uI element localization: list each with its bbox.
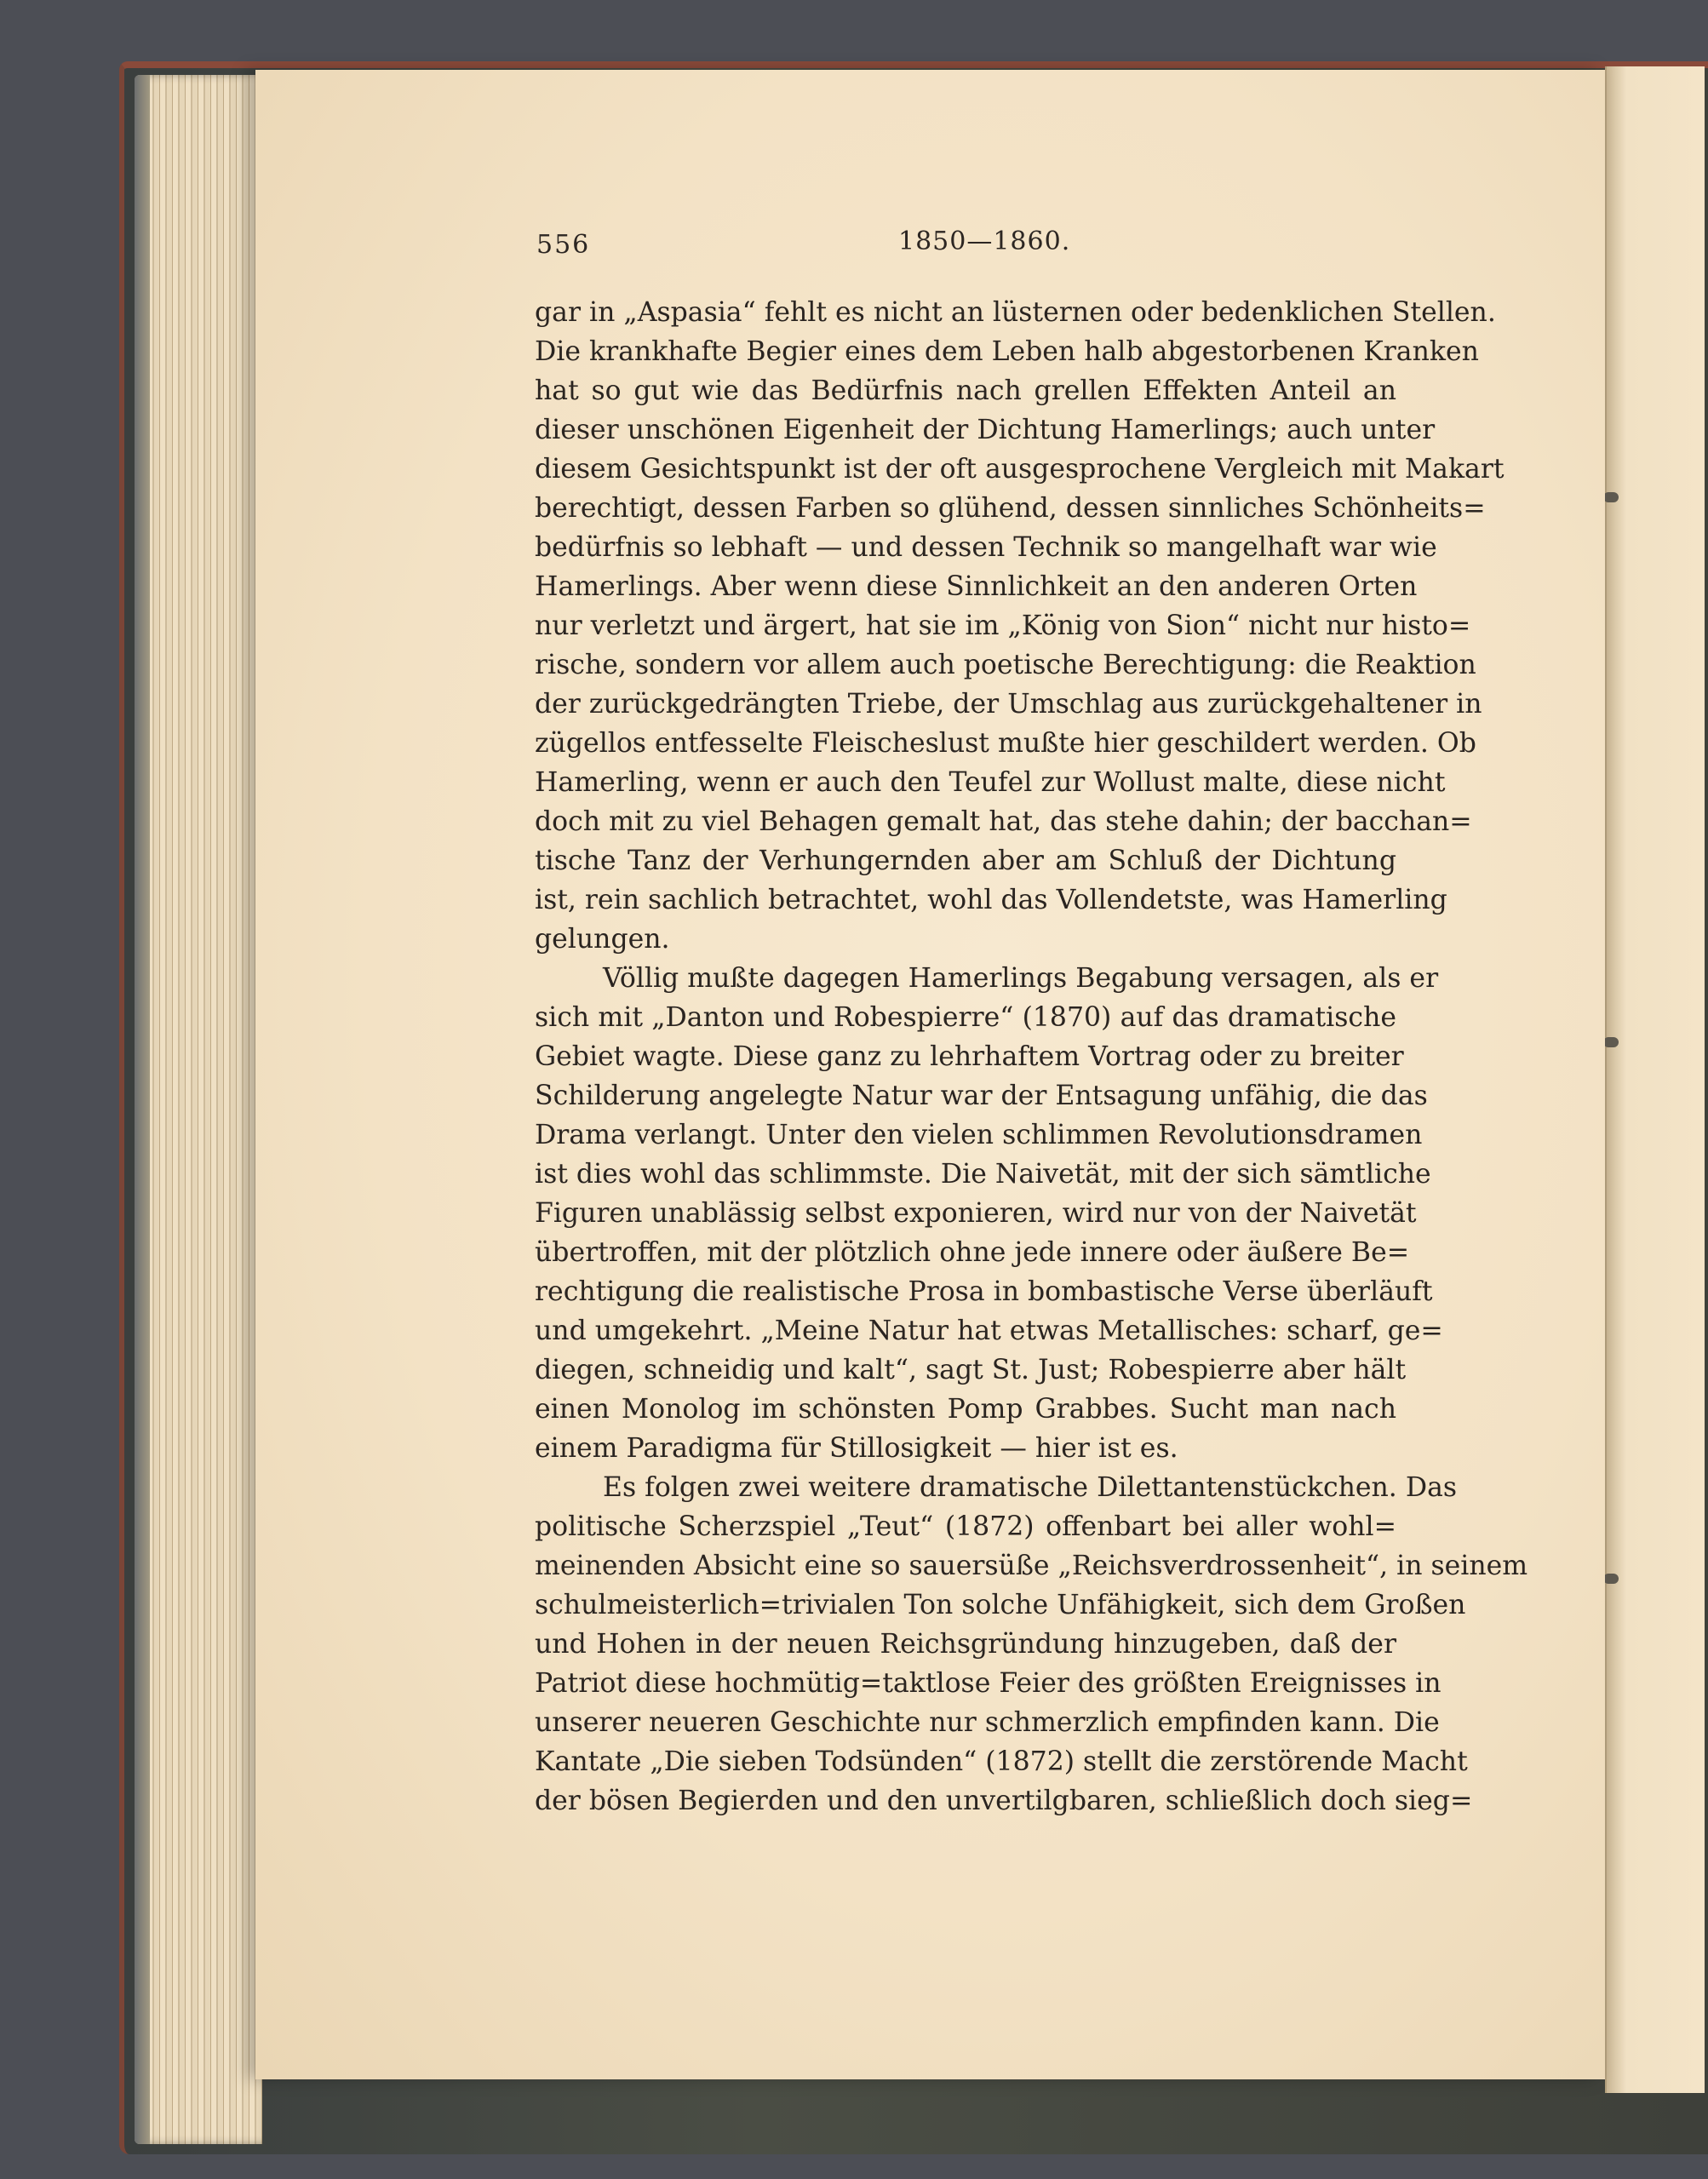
text-line: Hamerling, wenn er auch den Teufel zur Wollust malte, diese nicht xyxy=(535,767,1446,798)
text-line: diegen, schneidig und kalt“, sagt St. Just; Robespierre aber hält xyxy=(535,1355,1407,1385)
next-page-edge xyxy=(1605,66,1705,2093)
text-line: doch mit zu viel Behagen gemalt hat, das stehe dahin; der bacchan= xyxy=(535,806,1472,837)
text-line: Die krankhafte Begier eines dem Leben halb abgestorbenen Kranken xyxy=(535,336,1479,367)
text-line: berechtigt, dessen Farben so glühend, dessen sinnliches Schönheits= xyxy=(535,493,1486,524)
text-line: einen Monolog im schönsten Pomp Grabbes. Sucht man nach xyxy=(535,1394,1396,1425)
text-line: Kantate „Die sieben Todsünden“ (1872) stellt die zerstörende Macht xyxy=(535,1746,1468,1777)
text-line: Hamerlings. Aber wenn diese Sinnlichkeit an den anderen Orten xyxy=(535,571,1418,602)
text-line: Es folgen zwei weitere dramatische Dilettantenstückchen. Das xyxy=(603,1472,1458,1503)
text-line: einem Paradigma für Stillosigkeit — hier ist es. xyxy=(535,1433,1178,1464)
text-line: ist, rein sachlich betrachtet, wohl das Vollendetste, was Hamerling xyxy=(535,885,1447,915)
text-line: der zurückgedrängten Triebe, der Umschlag aus zurückgehaltener in xyxy=(535,689,1482,720)
binding-mark xyxy=(1603,1574,1619,1584)
text-line: meinenden Absicht eine so sauersüße „Reichsverdrossenheit“, in seinem xyxy=(535,1551,1528,1581)
text-line: nur verletzt und ärgert, hat sie im „König von Sion“ nicht nur histo= xyxy=(535,611,1471,641)
text-line: Drama verlangt. Unter den vielen schlimmen Revolutionsdramen xyxy=(535,1120,1423,1150)
text-line: und umgekehrt. „Meine Natur hat etwas Metallisches: scharf, ge= xyxy=(535,1316,1443,1346)
text-line: Völlig mußte dagegen Hamerlings Begabung versagen, als er xyxy=(603,963,1439,994)
text-line: politische Scherzspiel „Teut“ (1872) offenbart bei aller wohl= xyxy=(535,1511,1396,1542)
text-line: Figuren unablässig selbst exponieren, wird nur von der Naivetät xyxy=(535,1198,1417,1229)
text-line: tische Tanz der Verhungernden aber am Schluß der Dichtung xyxy=(535,846,1396,876)
binding-mark xyxy=(1603,492,1619,502)
text-line: übertroffen, mit der plötzlich ohne jede innere oder äußere Be= xyxy=(535,1237,1410,1268)
binding-mark xyxy=(1603,1037,1619,1047)
text-line: rechtigung die realistische Prosa in bombastische Verse überläuft xyxy=(535,1276,1433,1307)
text-line: Patriot diese hochmütig=taktlose Feier des größten Ereignisses in xyxy=(535,1668,1441,1699)
text-line: unserer neueren Geschichte nur schmerzlich empfinden kann. Die xyxy=(535,1707,1440,1738)
text-line: gelungen. xyxy=(535,924,670,955)
text-line: bedürfnis so lebhaft — und dessen Technik so mangelhaft war wie xyxy=(535,532,1437,563)
text-line: sich mit „Danton und Robespierre“ (1870) auf das dramatische xyxy=(535,1002,1396,1033)
text-line: dieser unschönen Eigenheit der Dichtung Hamerlings; auch unter xyxy=(535,415,1436,445)
text-line: ist dies wohl das schlimmste. Die Naivetät, mit der sich sämtliche xyxy=(535,1159,1431,1190)
text-line: gar in „Aspasia“ fehlt es nicht an lüsternen oder bedenklichen Stellen. xyxy=(535,297,1496,328)
body-text xyxy=(535,293,1528,1821)
text-line: diesem Gesichtspunkt ist der oft ausgesprochene Vergleich mit Makart xyxy=(535,454,1505,485)
text-line: und Hohen in der neuen Reichsgründung hinzugeben, daß der xyxy=(535,1629,1396,1660)
text-line: Schilderung angelegte Natur war der Entsagung unfähig, die das xyxy=(535,1081,1428,1111)
page-edges xyxy=(135,75,262,2144)
text-line: zügellos entfesselte Fleischeslust mußte hier geschildert werden. Ob xyxy=(535,728,1476,759)
text-line: der bösen Begierden und den unvertilgbaren, schließlich doch sieg= xyxy=(535,1786,1473,1816)
text-line: hat so gut wie das Bedürfnis nach grellen Effekten Anteil an xyxy=(535,376,1396,406)
running-head: 1850—1860. xyxy=(898,227,1071,256)
page-header xyxy=(536,227,1405,269)
text-line: Gebiet wagte. Diese ganz zu lehrhaftem Vortrag oder zu breiter xyxy=(535,1041,1404,1072)
text-line: rische, sondern vor allem auch poetische Berechtigung: die Reaktion xyxy=(535,650,1476,680)
page-number: 556 xyxy=(536,230,591,260)
text-line: schulmeisterlich=trivialen Ton solche Unfähigkeit, sich dem Großen xyxy=(535,1590,1466,1620)
